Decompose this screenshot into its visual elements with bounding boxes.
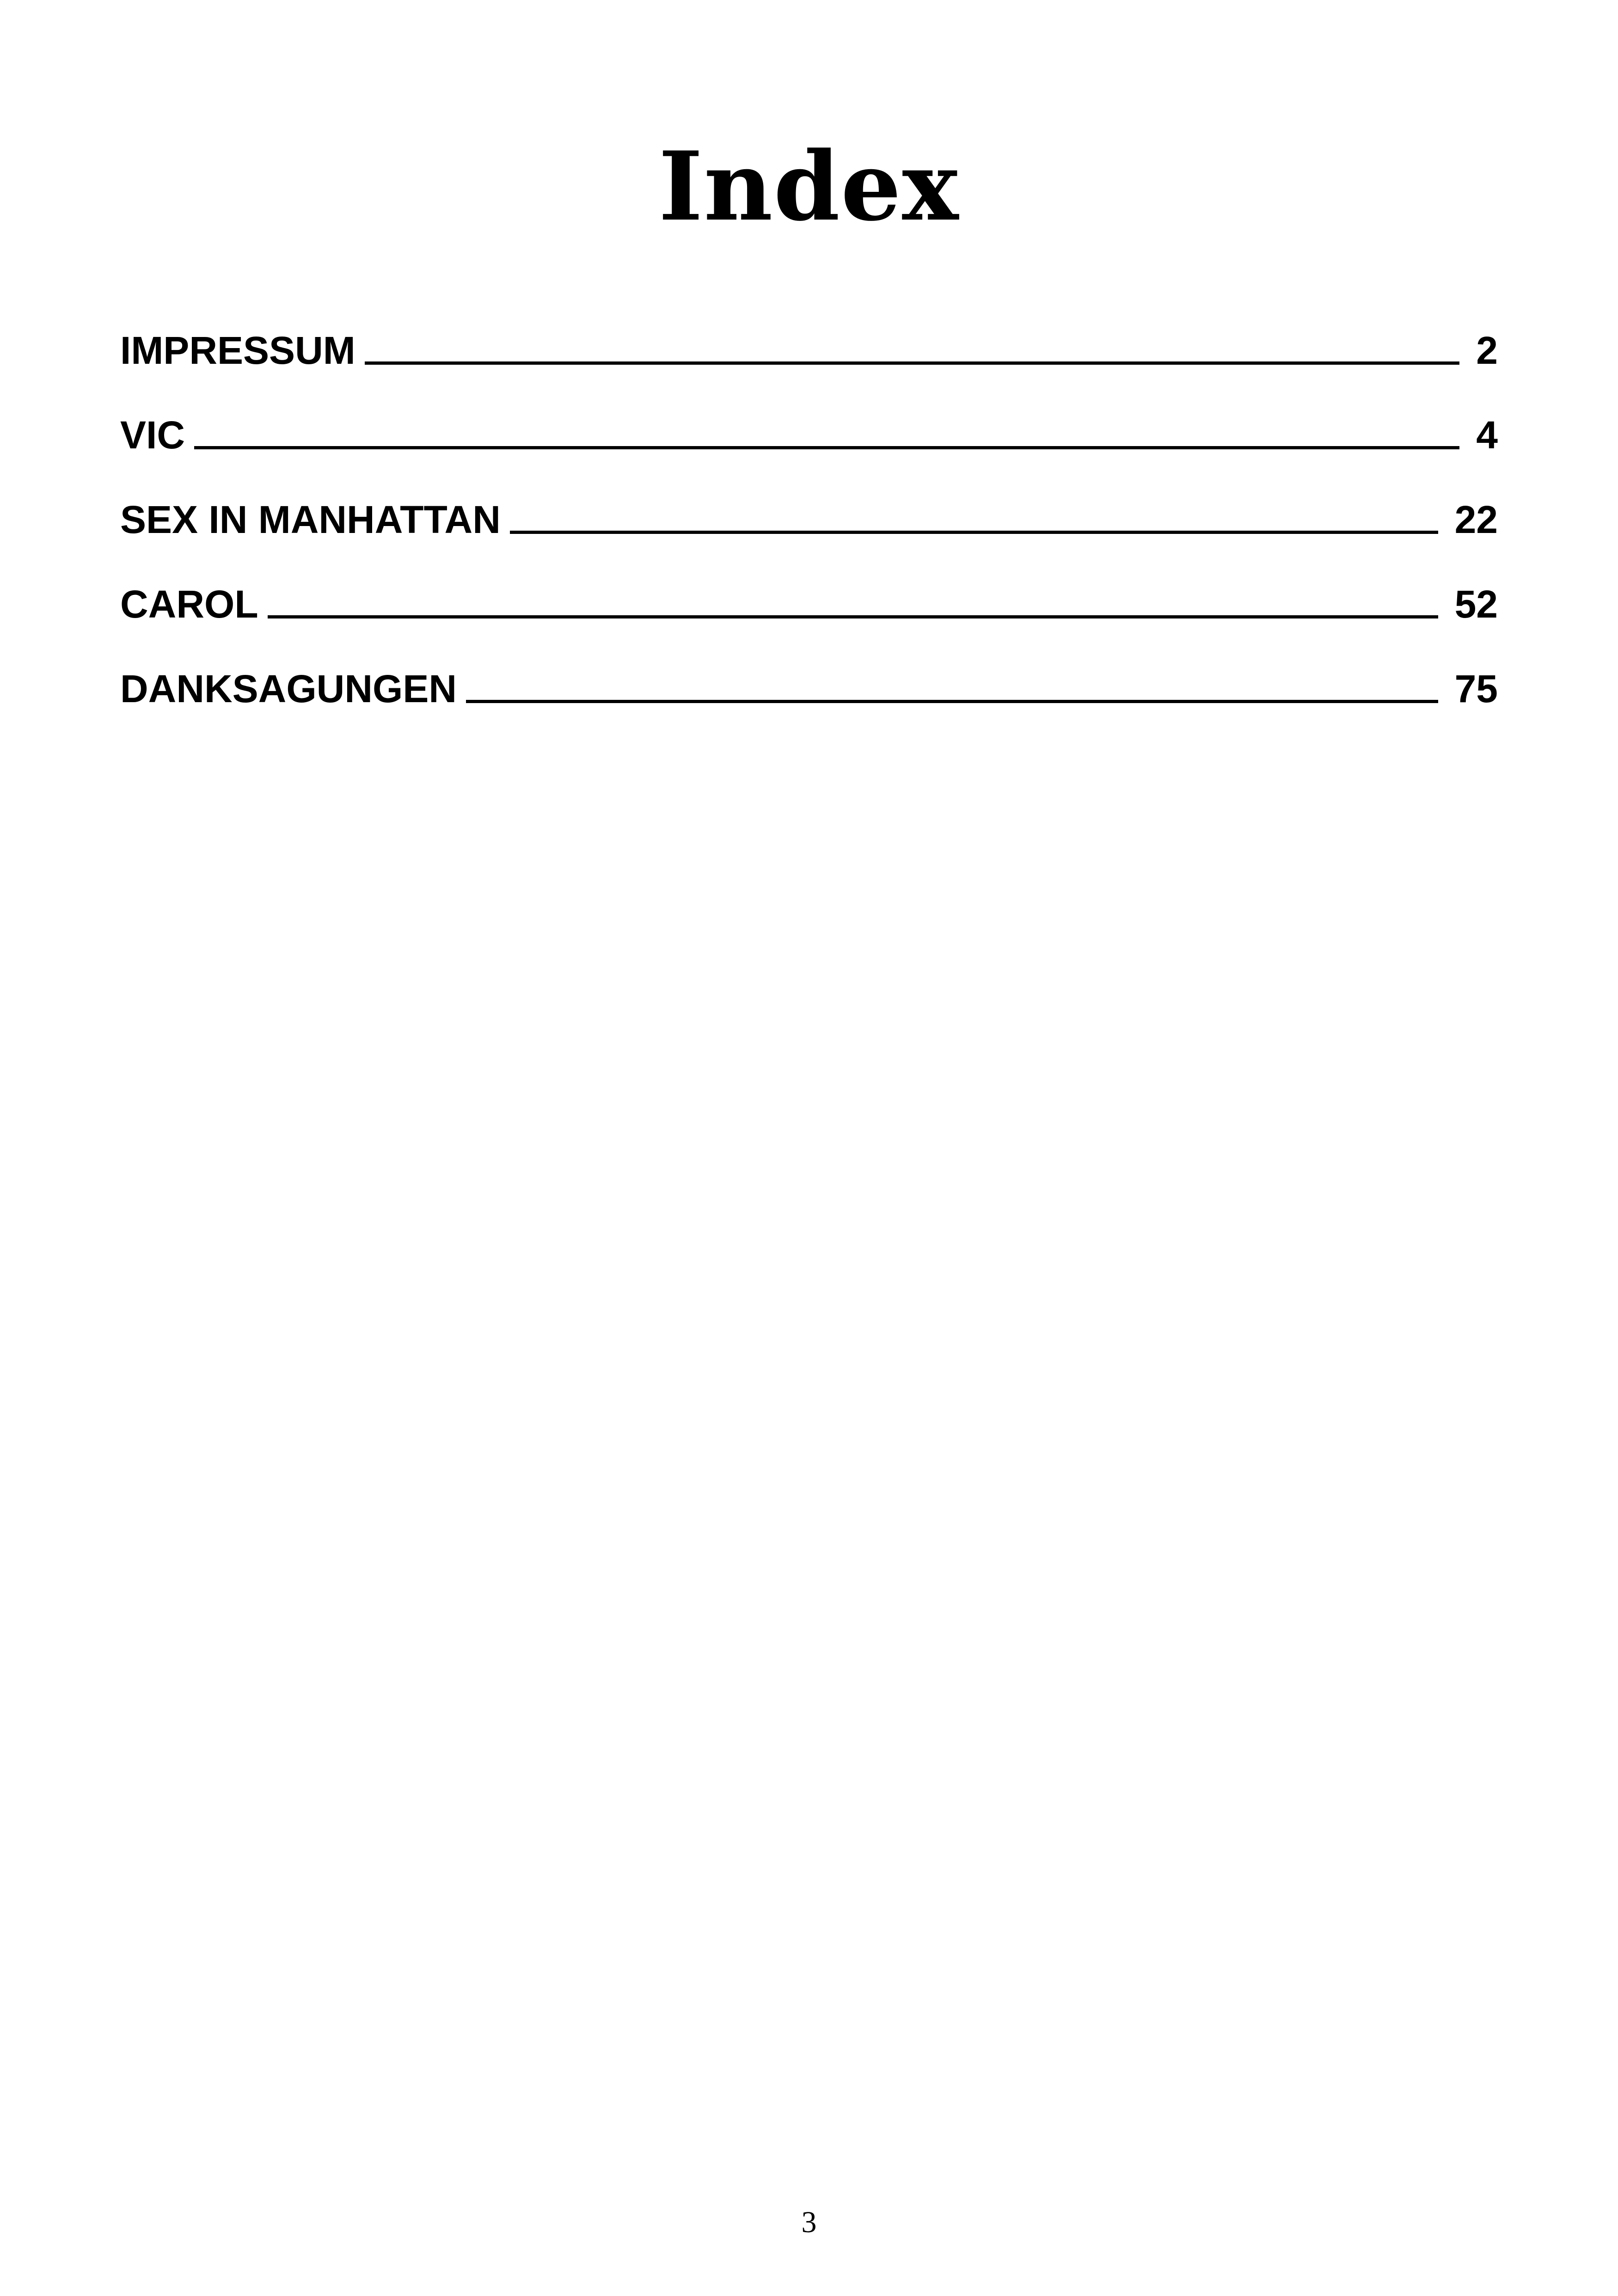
toc-entry-label: CAROL — [120, 582, 258, 626]
toc-entry-page: 2 — [1476, 329, 1498, 372]
toc-entry-page: 52 — [1454, 582, 1498, 626]
toc-leader-line — [194, 446, 1459, 449]
table-of-contents — [120, 328, 1498, 751]
toc-entry-impressum[interactable] — [120, 328, 1498, 413]
toc-entry-sex-in-manhattan[interactable] — [120, 497, 1498, 582]
toc-entry-page: 22 — [1454, 498, 1498, 541]
toc-leader-line — [268, 615, 1438, 618]
toc-entry-label: VIC — [120, 413, 185, 457]
page-title: Index — [658, 131, 960, 243]
toc-entry-label: SEX IN MANHATTAN — [120, 498, 501, 541]
toc-leader-line — [365, 361, 1460, 365]
toc-leader-line — [466, 700, 1438, 703]
toc-entry-danksagungen[interactable] — [120, 667, 1498, 751]
toc-entry-vic[interactable] — [120, 413, 1498, 497]
page-number: 3 — [801, 2205, 817, 2239]
toc-entry-label: IMPRESSUM — [120, 329, 355, 372]
toc-entry-page: 75 — [1454, 667, 1498, 710]
toc-entry-page: 4 — [1476, 413, 1498, 457]
toc-entry-label: DANKSAGUNGEN — [120, 667, 457, 710]
toc-leader-line — [510, 531, 1438, 534]
toc-entry-carol[interactable] — [120, 582, 1498, 667]
